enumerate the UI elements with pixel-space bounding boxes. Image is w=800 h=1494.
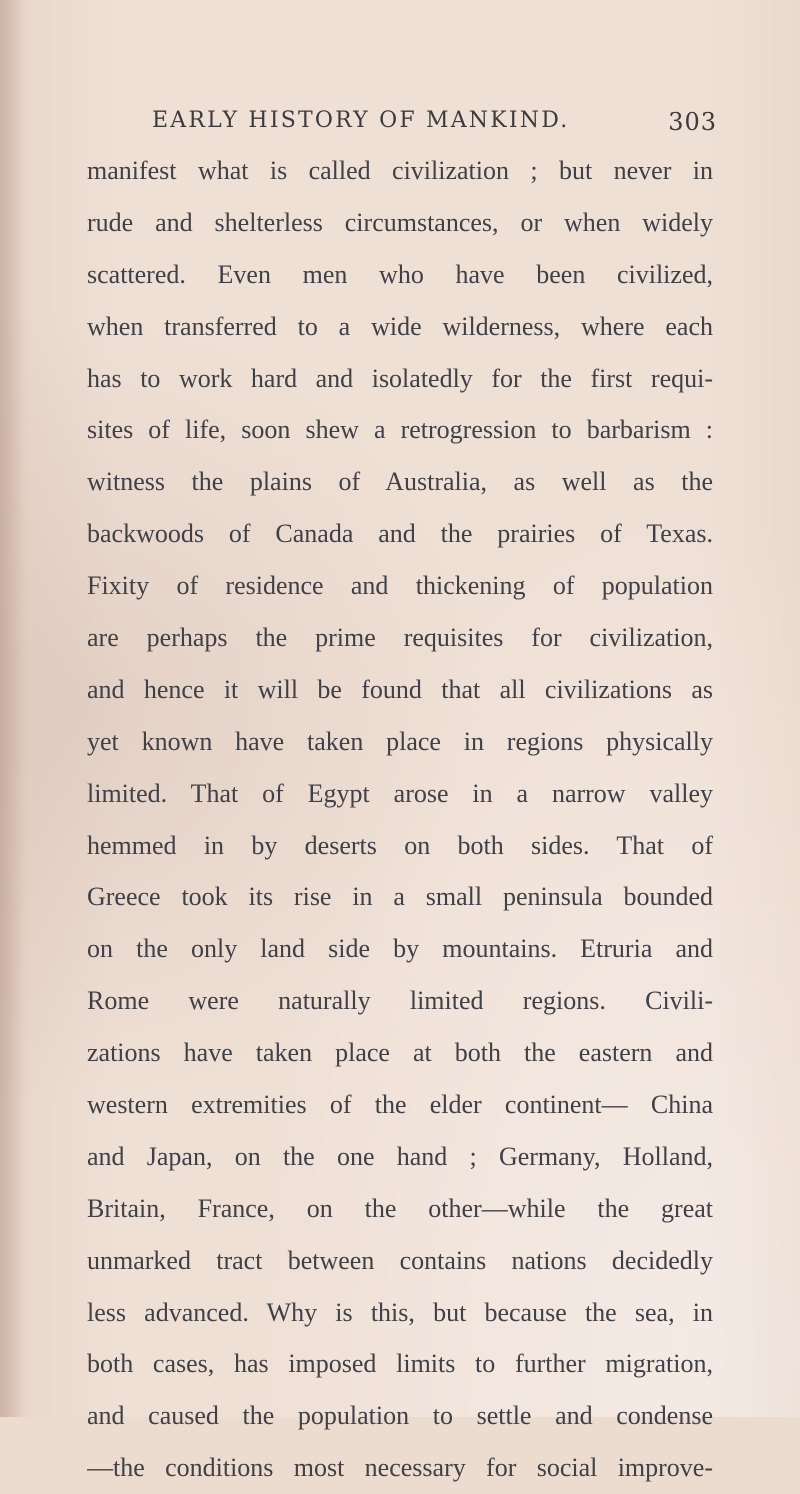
text-line: has to work hard and isolatedly for the first requi- (87, 363, 713, 393)
text-line: western extremities of the elder continent— China (87, 1090, 713, 1120)
text-line: and caused the population to settle and condense (87, 1401, 713, 1431)
text-line: sites of life, soon shew a retrogression to barbarism : (87, 415, 713, 445)
text-line: zations have taken place at both the eastern and (87, 1038, 713, 1068)
body-text (87, 145, 713, 1494)
text-line: scattered. Even men who have been civilized, (87, 259, 713, 289)
text-line: Fixity of residence and thickening of population (87, 571, 713, 601)
text-line: backwoods of Canada and the prairies of Texas. (87, 519, 713, 549)
text-line: less advanced. Why is this, but because the sea, in (87, 1297, 713, 1327)
text-line: Britain, France, on the other—while the great (87, 1193, 713, 1223)
text-line: unmarked tract between contains nations decidedly (87, 1245, 713, 1275)
text-line: and hence it will be found that all civilizations as (87, 674, 713, 704)
page-number: 303 (668, 108, 717, 136)
text-line: on the only land side by mountains. Etruria and (87, 934, 713, 964)
page-gutter-shadow (0, 0, 24, 1417)
text-line: witness the plains of Australia, as well as the (87, 467, 713, 497)
text-line: manifest what is called civilization ; but never in (87, 156, 713, 185)
text-line: Greece took its rise in a small peninsula bounded (87, 882, 713, 912)
text-line: Rome were naturally limited regions. Civili- (87, 986, 713, 1016)
text-line: limited. That of Egypt arose in a narrow valley (87, 778, 713, 808)
text-line: and Japan, on the one hand ; Germany, Holland, (87, 1141, 713, 1171)
text-line: both cases, has imposed limits to further migration, (87, 1349, 713, 1379)
running-head-title: EARLY HISTORY OF MANKIND. (152, 108, 570, 133)
text-line: when transferred to a wide wilderness, where each (87, 311, 713, 341)
text-line: —the conditions most necessary for social improve- (87, 1453, 713, 1483)
text-line: are perhaps the prime requisites for civilization, (87, 623, 713, 653)
text-line: hemmed in by deserts on both sides. That of (87, 830, 713, 860)
text-line: yet known have taken place in regions physically (87, 726, 713, 756)
text-line: rude and shelterless circumstances, or when widely (87, 207, 713, 237)
